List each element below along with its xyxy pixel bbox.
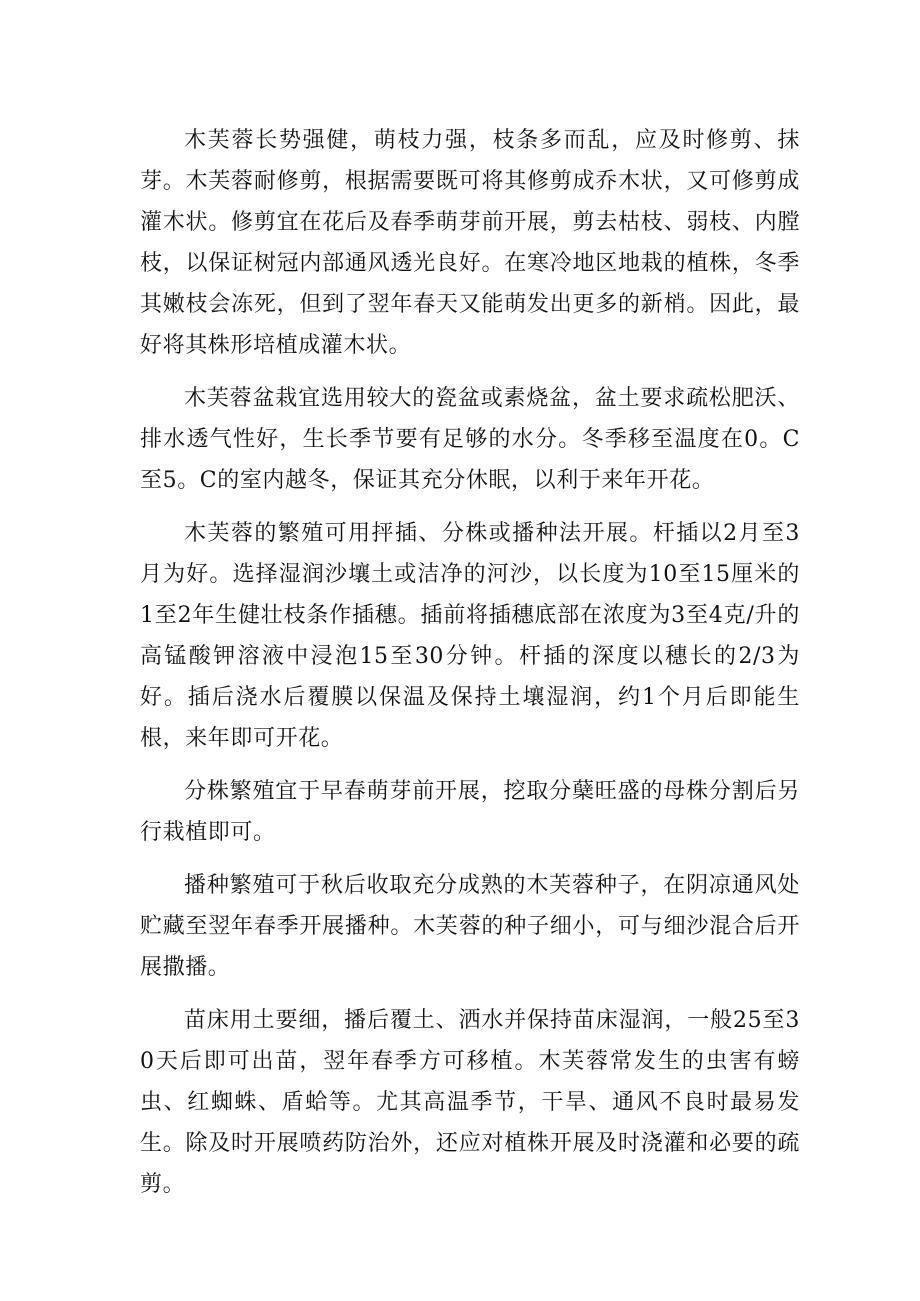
paragraph-seedbed-pests: 苗床用土要细，播后覆土、洒水并保持苗床湿润，一般25至30天后即可出苗，翌年春季方可移植。木芙蓉常发生的虫害有螃虫、红蜘蛛、盾蛤等。尤其高温季节，干旱、通风不良时最易发生。除及时开展喷药防治外，还应对植株开展及时浇灌和必要的疏剪。 bbox=[140, 1008, 800, 1197]
paragraph-seed-propagation: 播种繁殖可于秋后收取充分成熟的木芙蓉种子，在阴凉通风处贮藏至翌年春季开展播种。木芙蓉的种子细小，可与细沙混合后开展撒播。 bbox=[140, 873, 800, 980]
document-body bbox=[140, 120, 800, 1217]
paragraph-division-propagation: 分株繁殖宜于早春萌芽前开展，挖取分蘖旺盛的母株分割后另行栽植即可。 bbox=[140, 779, 800, 845]
paragraph-potting: 木芙蓉盆栽宜选用较大的瓷盆或素烧盆，盆土要求疏松肥沃、排水透气性好，生长季节要有足够的水分。冬季移至温度在0。C至5。C的室内越冬，保证其充分休眠，以利于来年开花。 bbox=[140, 386, 800, 493]
paragraph-pruning: 木芙蓉长势强健，萌枝力强，枝条多而乱，应及时修剪、抹芽。木芙蓉耐修剪，根据需要既可将其修剪成乔木状，又可修剪成灌木状。修剪宜在花后及春季萌芽前开展，剪去枯枝、弱枝、内膛枝，以保证树冠内部通风透光良好。在寒冷地区地栽的植株，冬季其嫩枝会冻死，但到了翌年春天又能萌发出更多的新梢。因此，最好将其株形培植成灌木状。 bbox=[140, 128, 800, 358]
paragraph-cutting-propagation: 木芙蓉的繁殖可用抨插、分株或播种法开展。杆插以2月至3月为好。选择湿润沙壤土或洁净的河沙，以长度为10至15厘米的1至2年生健壮枝条作插穗。插前将插穗底部在浓度为3至4克/升的高锰酸钾溶液中浸泡15至30分钟。杆插的深度以穗长的2/3为好。插后浇水后覆膜以保温及保持土壤湿润，约1个月后即能生根，来年即可开花。 bbox=[140, 521, 800, 751]
